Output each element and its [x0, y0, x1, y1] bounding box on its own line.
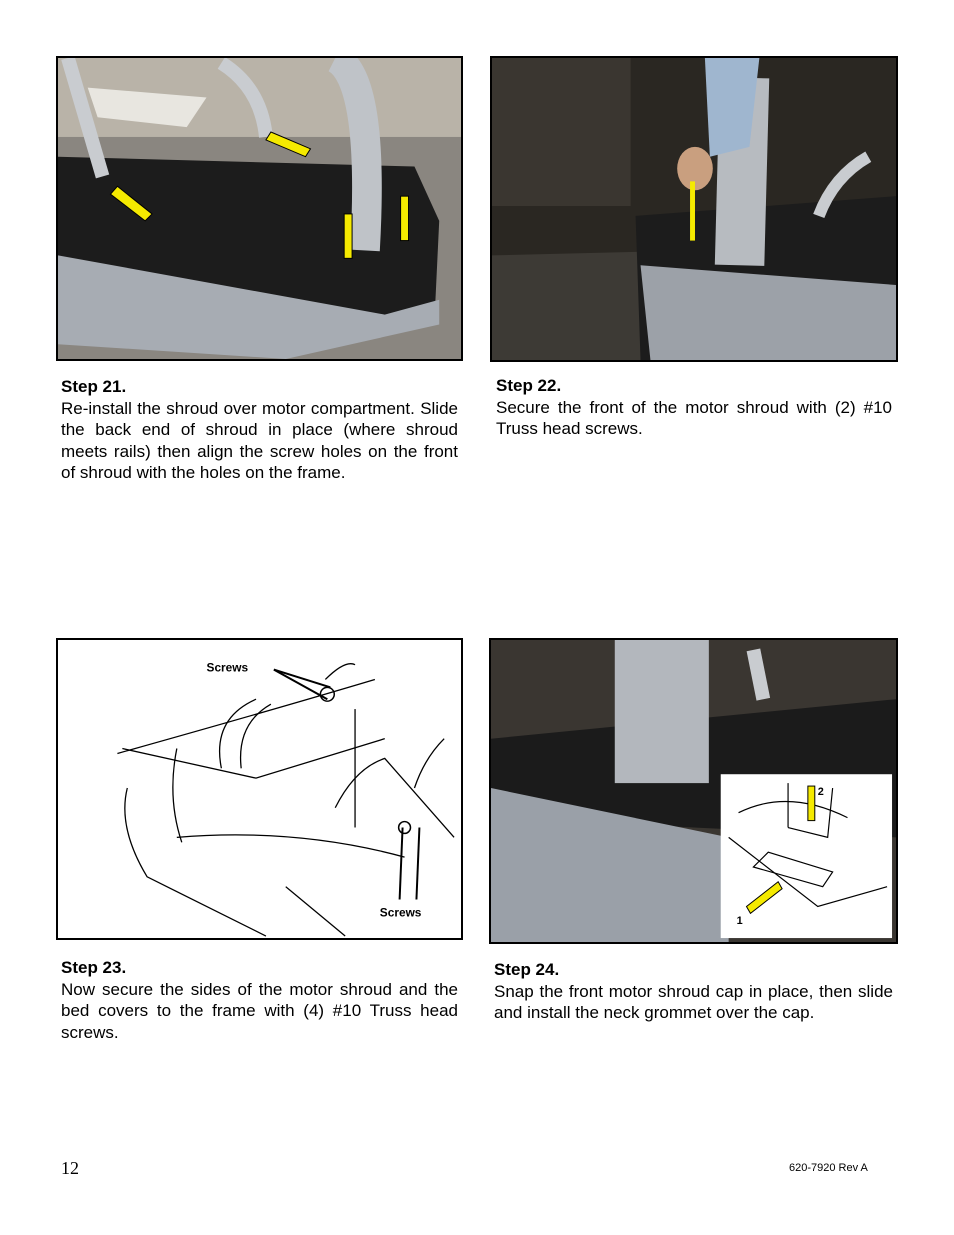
step-23-body: Now secure the sides of the motor shroud and the bed covers to the frame with (4) #10 Truss head screws. [61, 979, 458, 1042]
step-22-photo [490, 56, 898, 362]
inset-label-two: 2 [817, 785, 824, 798]
step-24-body: Snap the front motor shroud cap in place, then slide and install the neck grommet over the cap. [494, 981, 893, 1022]
step-22-title: Step 22. [496, 376, 562, 395]
step-24-text [494, 959, 893, 1024]
page-number: 12 [61, 1158, 79, 1178]
step-22-body: Secure the front of the motor shroud with (2) #10 Truss head screws. [496, 397, 892, 438]
step-22-text [496, 375, 892, 440]
step-24-title: Step 24. [494, 960, 560, 979]
step-23-text [61, 957, 458, 1043]
document-reference: 620-7920 Rev A [789, 1162, 868, 1174]
step-21-body: Re-install the shroud over motor compartment. Slide the back end of shroud in place (where shroud meets rails) then align the screw holes on the front of shroud with the holes on the frame. [61, 398, 458, 482]
screws-label-top: Screws [206, 660, 249, 675]
step-23-diagram [56, 638, 463, 940]
step-21-text [61, 376, 458, 484]
step-23-title: Step 23. [61, 958, 127, 977]
screws-label-bottom: Screws [379, 905, 422, 920]
step-24-photo [489, 638, 898, 944]
inset-label-one: 1 [736, 915, 743, 928]
step-21-title: Step 21. [61, 377, 127, 396]
step-21-photo [56, 56, 463, 361]
